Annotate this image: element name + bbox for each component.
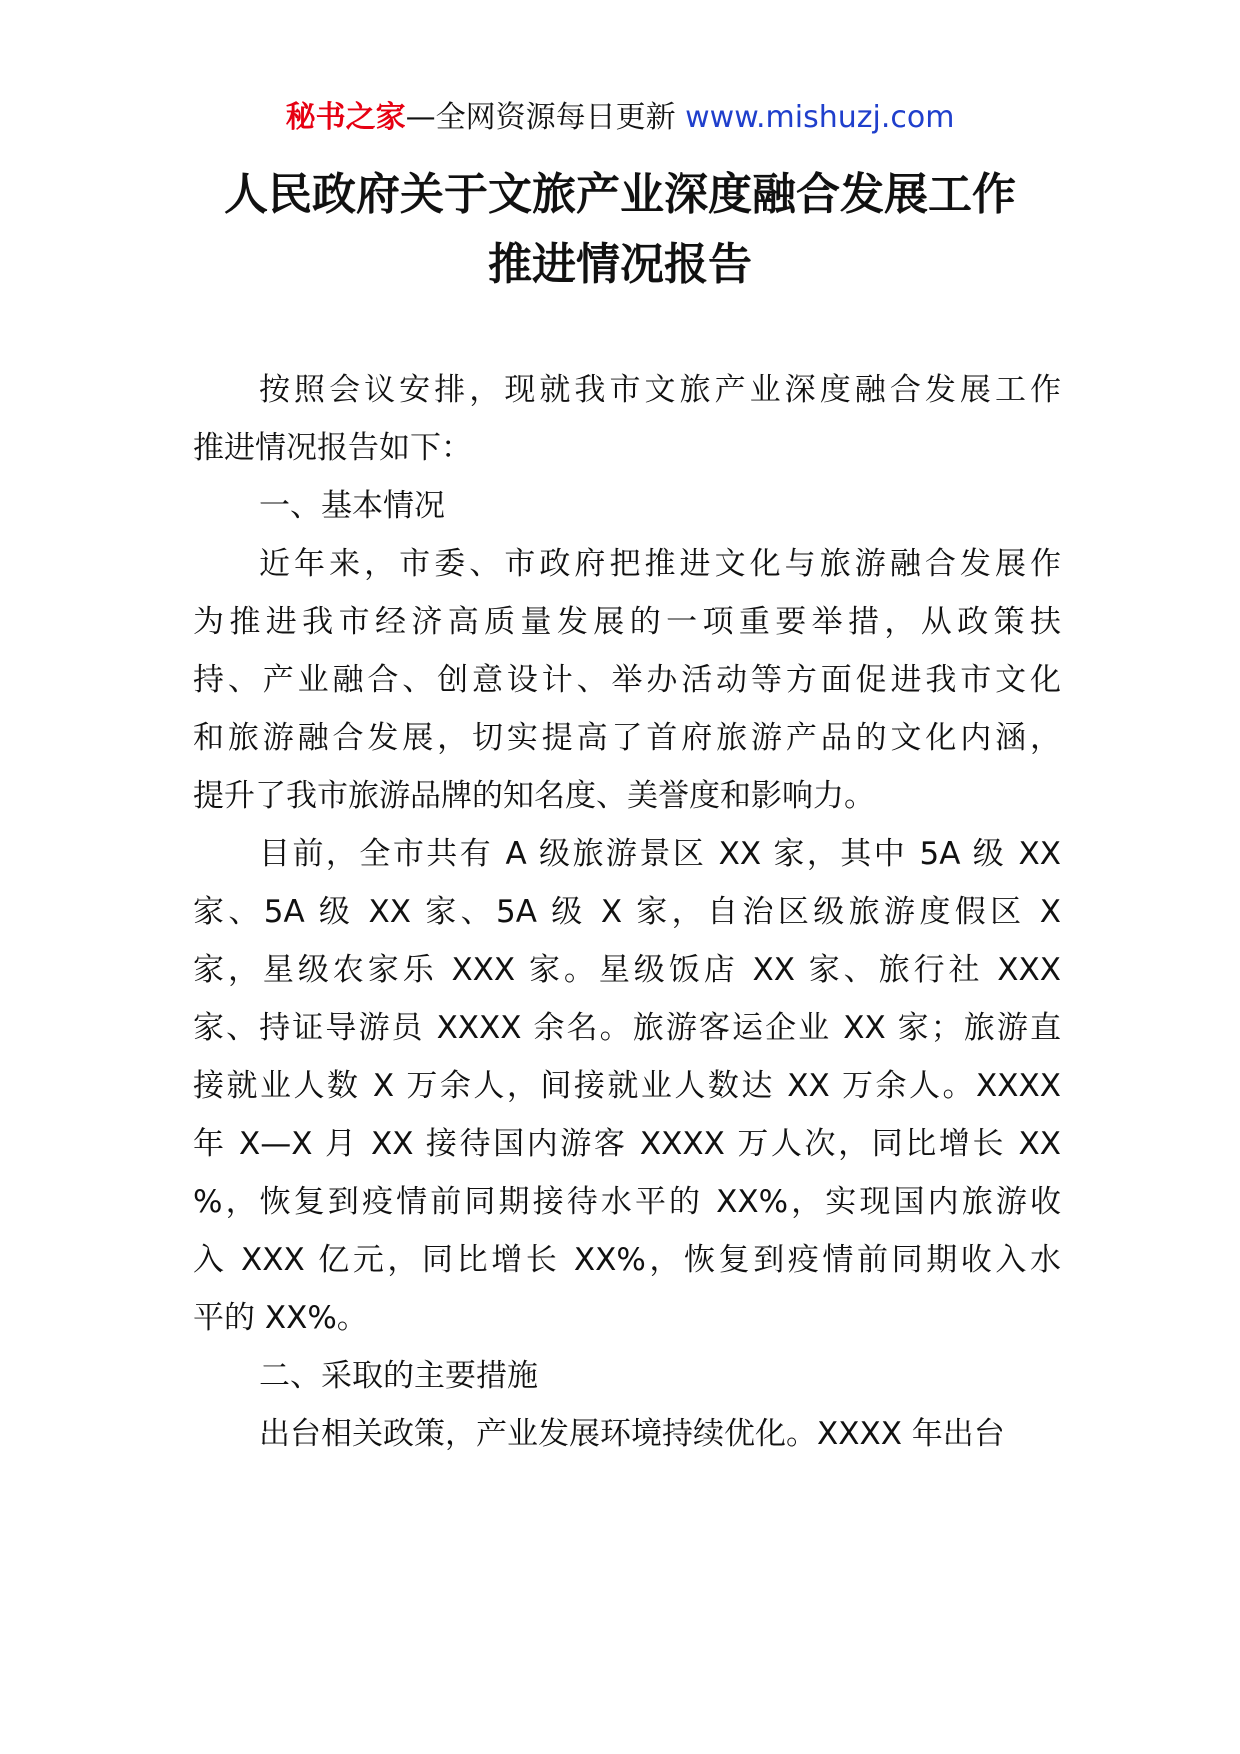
paragraph-line: 平的 XX%。 [193, 1300, 368, 1336]
paragraph-line: 家、持证导游员 XXXX 余名。旅游客运企业 XX 家；旅游直 [193, 1010, 1061, 1046]
paragraph-line: 家、5A 级 XX 家、5A 级 X 家，自治区级旅游度假区 X [193, 894, 1061, 930]
site-tagline: —全网资源每日更新 [405, 100, 676, 135]
section-heading-measures [193, 1347, 1061, 1405]
title-line: 推进情况报告 [488, 239, 752, 290]
site-url[interactable]: www.mishuzj.com [685, 100, 955, 135]
paragraph-line: 提升了我市旅游品牌的知名度、美誉度和影响力。 [193, 778, 875, 814]
title-line: 人民政府关于文旅产业深度融合发展工作 [224, 169, 1016, 220]
section1-paragraph-1 [193, 535, 1061, 825]
document-title [0, 160, 1240, 300]
paragraph-line: 和旅游融合发展，切实提高了首府旅游产品的文化内涵， [193, 720, 1061, 756]
paragraph-line: %，恢复到疫情前同期接待水平的 XX%，实现国内旅游收 [193, 1184, 1061, 1220]
site-header [0, 98, 1240, 138]
section-heading: 二、采取的主要措施 [259, 1358, 538, 1394]
paragraph-line: 出台相关政策，产业发展环境持续优化。XXXX 年出台 [259, 1416, 1005, 1452]
paragraph-line: 为推进我市经济高质量发展的一项重要举措，从政策扶 [193, 604, 1061, 640]
section-heading-basic [193, 477, 1061, 535]
paragraph-line: 推进情况报告如下： [193, 430, 472, 466]
paragraph-line: 入 XXX 亿元，同比增长 XX%，恢复到疫情前同期收入水 [193, 1242, 1061, 1278]
section-heading: 一、基本情况 [259, 488, 445, 524]
paragraph-line: 年 X—X 月 XX 接待国内游客 XXXX 万人次，同比增长 XX [193, 1126, 1061, 1162]
document-body [193, 361, 1061, 1463]
paragraph-line: 家，星级农家乐 XXX 家。星级饭店 XX 家、旅行社 XXX [193, 952, 1061, 988]
paragraph-line: 按照会议安排，现就我市文旅产业深度融合发展工作 [259, 372, 1061, 408]
paragraph-line: 近年来，市委、市政府把推进文化与旅游融合发展作 [259, 546, 1061, 582]
section2-paragraph-1 [193, 1405, 1061, 1463]
section1-paragraph-2 [193, 825, 1061, 1347]
paragraph-line: 目前，全市共有 A 级旅游景区 XX 家，其中 5A 级 XX [259, 836, 1061, 872]
paragraph-line: 持、产业融合、创意设计、举办活动等方面促进我市文化 [193, 662, 1061, 698]
site-name: 秘书之家 [285, 100, 406, 135]
intro-paragraph [193, 361, 1061, 477]
paragraph-line: 接就业人数 X 万余人，间接就业人数达 XX 万余人。XXXX [193, 1068, 1061, 1104]
